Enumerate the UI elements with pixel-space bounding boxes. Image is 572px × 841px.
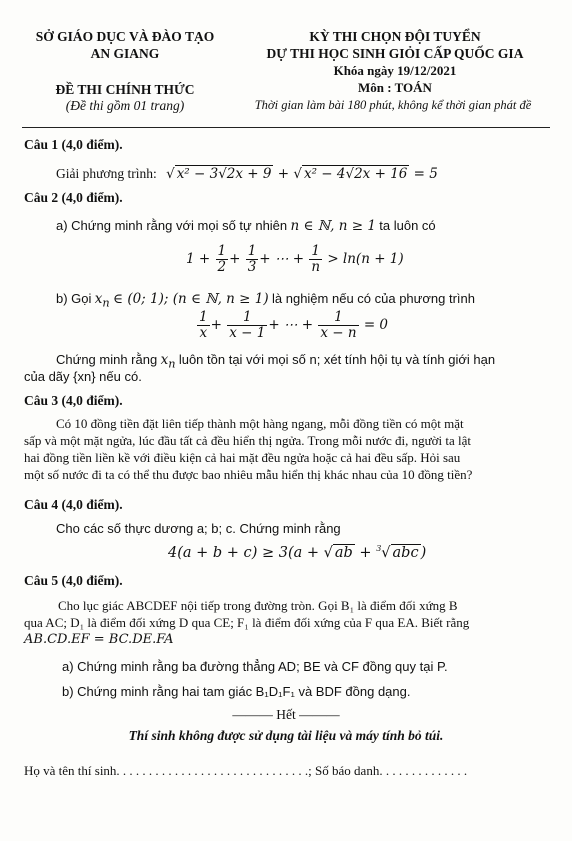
exam-time: Thời gian làm bài 180 phút, không kể thời gian phát đề <box>254 98 532 112</box>
header-rule <box>22 127 550 128</box>
q4-title: Câu 4 (4,0 điểm). <box>24 497 123 512</box>
exam-subtitle: DỰ THI HỌC SINH GIỎI CẤP QUỐC GIA <box>266 46 524 61</box>
q4-text: Cho các số thực dương a; b; c. Chứng minh rằng <box>56 521 341 536</box>
pages-note: (Đề thi gồm 01 trang) <box>65 98 185 113</box>
q3-line: sấp và một mặt ngửa, lúc đầu tất cả đều hiển thị ngửa. Trong mỗi nước đi, người ta lật <box>24 433 472 448</box>
q5-body <box>24 597 469 648</box>
q1-equation-line <box>56 166 438 182</box>
q3-body <box>24 415 472 483</box>
q5-line: qua AC; D₁ là điểm đối xứng D qua CE; F₁ là điểm đối xứng của F qua EA. Biết rằng <box>24 615 470 630</box>
department-name: SỞ GIÁO DỤC VÀ ĐÀO TẠO <box>35 29 215 44</box>
exam-subject: Môn : TOÁN <box>358 80 432 95</box>
q2c-line2: của dãy {xn} nếu có. <box>24 369 142 384</box>
q3-line: Có 10 đồng tiền đặt liên tiếp thành một hàng ngang, mỗi đồng tiền có một mặt <box>56 416 464 431</box>
q1-title: Câu 1 (4,0 điểm). <box>24 137 123 152</box>
official-label: ĐỀ THI CHÍNH THỨC <box>55 82 195 97</box>
province-name: AN GIANG <box>90 46 160 61</box>
exam-title: KỲ THI CHỌN ĐỘI TUYỂN <box>309 29 481 44</box>
exam-date: Khóa ngày 19/12/2021 <box>333 63 457 78</box>
q4-inequality: 4(a + b + c) ≥ 3(a + √ ab + $^3$√ abc ) <box>168 544 427 561</box>
q2a-inequality: 1 + $\frac{1}{2}$ + $\frac{1}{3}$ + ⋯ + $\frac{1}{n}$ > ln(n + 1) <box>186 243 404 275</box>
q2b-line: b) Gọi $x_n$ ∈ (0; 1); (n ∈ ℕ, n ≥ 1) là nghiệm nếu có của phương trình <box>56 291 475 310</box>
q5-line: AB.CD.EF = BC.DE.FA <box>24 632 174 647</box>
q2-title: Câu 2 (4,0 điểm). <box>24 190 123 205</box>
q1-equation: √ x² − 3√2x + 9 + √ x² − 4√2x + 16 = 5 <box>166 166 438 182</box>
q3-title: Câu 3 (4,0 điểm). <box>24 393 123 408</box>
q3-line: một số nước đi ta có thể thu được bao nhiêu mẫu hiển thị khác nhau của 10 đồng tiền? <box>24 467 473 482</box>
q5-line: Cho lục giác ABCDEF nội tiếp trong đường tròn. Gọi B₁ là điểm đối xứng B <box>58 598 458 613</box>
q2a-line: a) Chứng minh rằng với mọi số tự nhiên n ∈ ℕ, n ≥ 1 ta luôn có <box>56 218 436 234</box>
q5a-text: a) Chứng minh rằng ba đường thẳng AD; BE và CF đồng quy tại P. <box>62 659 448 674</box>
candidate-info: Họ và tên thí sinh. . . . . . . . . . . . . . . . . . . . . . . . . . . . . .; Số báo danh. . . . . . . . . . . . . . <box>24 763 468 778</box>
q5-title: Câu 5 (4,0 điểm). <box>24 573 123 588</box>
q2c-line1: Chứng minh rằng $x_n$ luôn tồn tại với mọi số n; xét tính hội tụ và tính giới hạn <box>56 352 496 371</box>
q1-text: Giải phương trình: <box>56 166 157 181</box>
q5b-text: b) Chứng minh rằng hai tam giác B₁D₁F₁ và BDF đồng dạng. <box>62 684 411 699</box>
q3-line: hai đồng tiền liền kề với điều kiện cả hai mặt đều ngửa hoặc cả hai đều sấp. Hỏi sau <box>24 450 461 465</box>
end-marker: ——— Hết ——— <box>232 707 340 722</box>
q2b-equation: $\frac{1}{x}$ + $\frac{1}{x - 1}$ + ⋯ + $\frac{1}{x - n}$ = 0 <box>199 309 389 341</box>
exam-note: Thí sinh không được sử dụng tài liệu và máy tính bỏ túi. <box>128 728 444 743</box>
